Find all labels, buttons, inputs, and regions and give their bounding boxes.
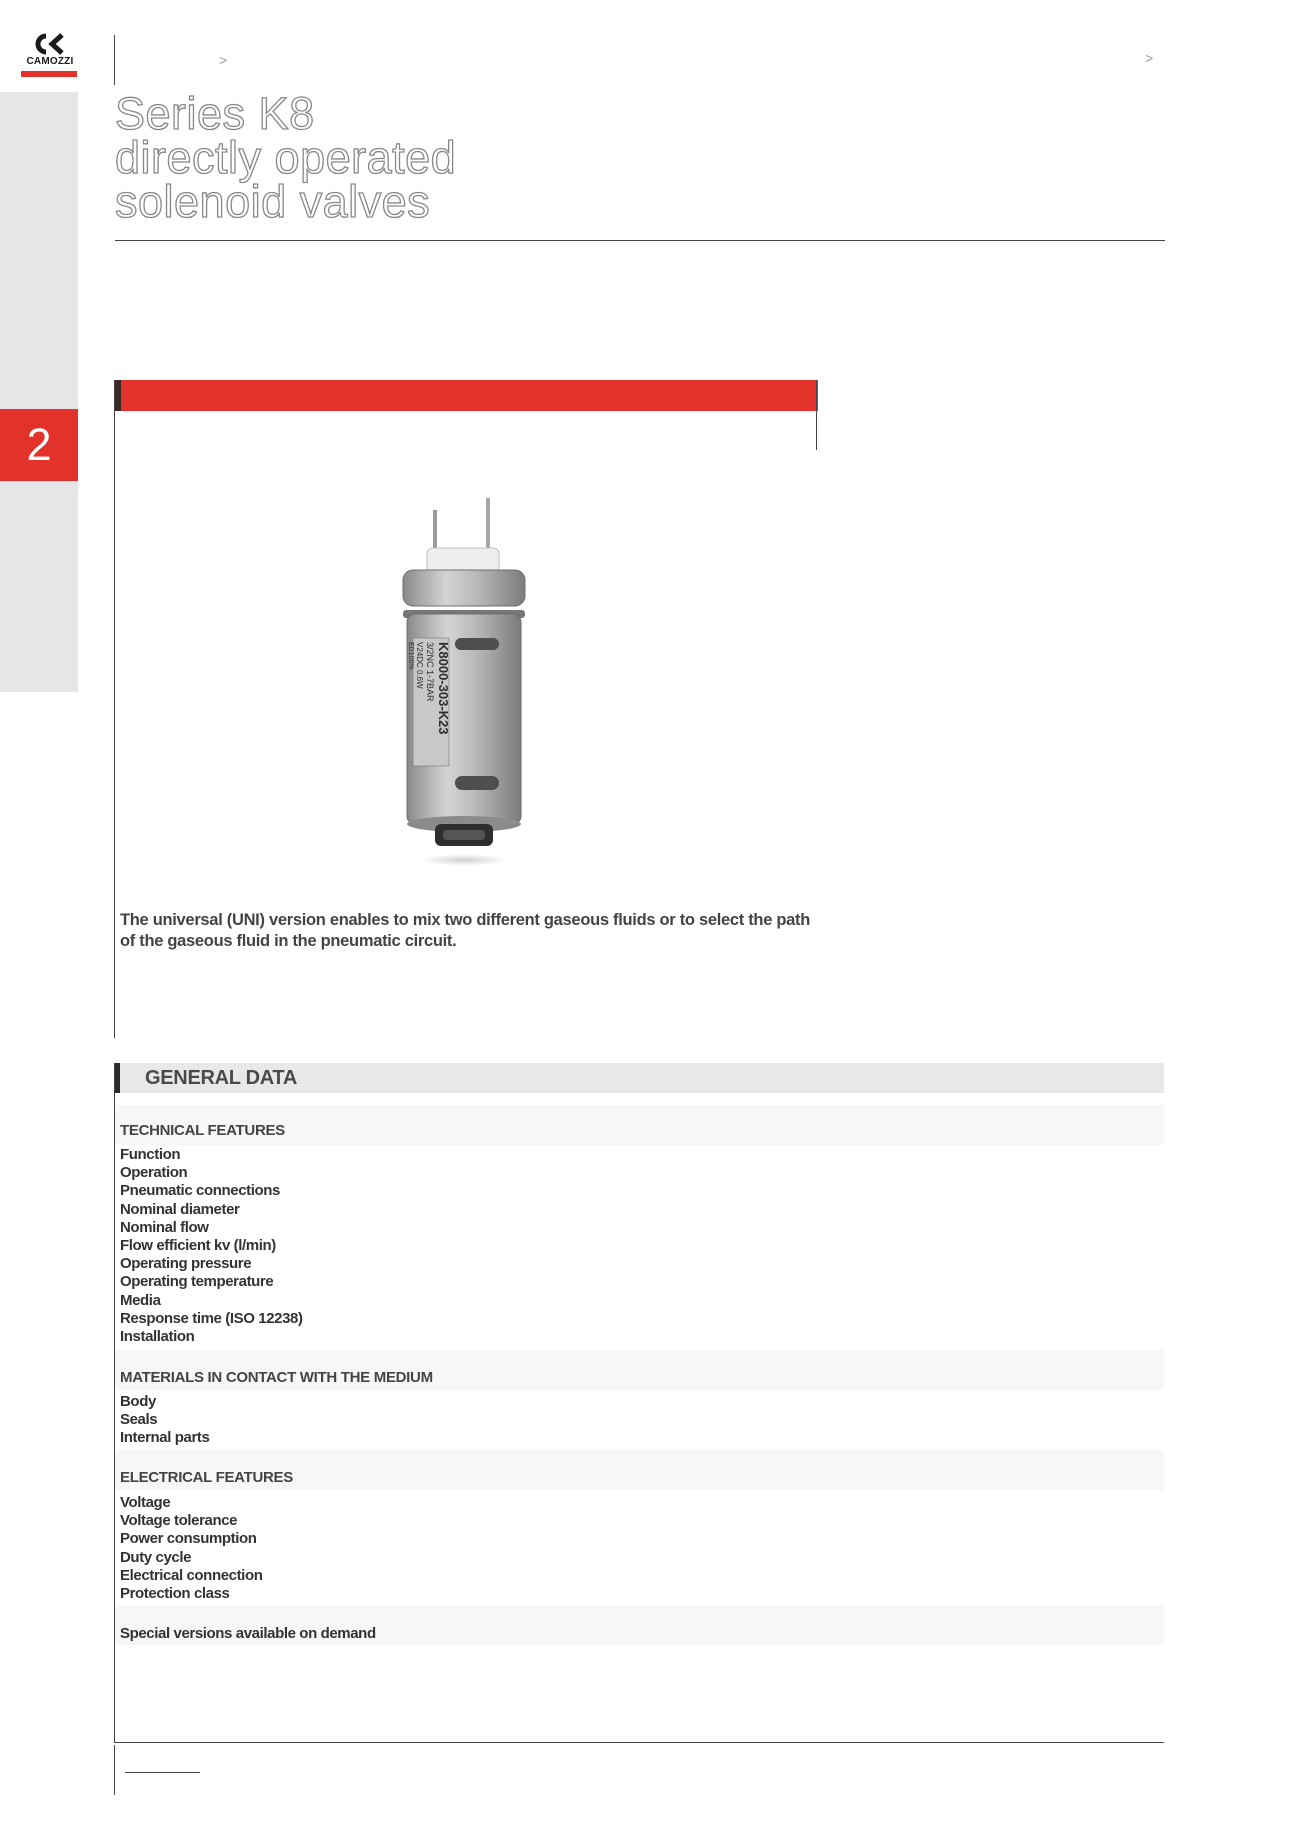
logo-wordmark: CAMOZZI [26,56,74,67]
side-rail [0,92,78,692]
spec-row-flow-efficient: Flow efficient kv (l/min) [120,1237,276,1255]
electrical-list [120,1494,262,1603]
camozzi-logo-mark [32,33,66,55]
data-frame-left [114,1063,115,1743]
general-data-title: GENERAL DATA [145,1067,297,1089]
spec-row-seals: Seals [120,1411,158,1429]
technical-features-list [120,1146,303,1346]
materials-list [120,1393,209,1448]
section-red-band-marker [114,380,121,411]
spec-row-operation: Operation [120,1164,188,1182]
title-line-1: Series K8 [115,88,315,139]
section-red-band [114,380,818,411]
camozzi-logo[interactable] [20,33,80,77]
title-line-3: solenoid valves [115,176,431,227]
spec-row-power-consumption: Power consumption [120,1530,257,1548]
spec-row-nominal-diameter: Nominal diameter [120,1200,240,1218]
logo-red-bar [21,71,77,77]
spec-row-operating-temperature: Operating temperature [120,1273,274,1291]
chapter-tab[interactable]: 2 [0,409,78,481]
header-divider [114,35,115,85]
band-frame-right [816,380,817,450]
special-versions-note: Special versions available on demand [120,1625,376,1642]
data-frame-bottom [115,1742,1164,1743]
valve-label-code: K8000-303-K23 [436,642,451,735]
spec-row-installation: Installation [120,1328,195,1346]
spec-row-media: Media [120,1291,161,1309]
breadcrumb-arrow-right[interactable]: > [1145,50,1154,66]
title-line-2: directly operated [115,132,457,183]
spec-row-operating-pressure: Operating pressure [120,1255,252,1273]
spec-row-electrical-connection: Electrical connection [120,1566,263,1584]
page-title [115,88,457,227]
spec-row-body: Body [120,1393,156,1410]
content-frame-left [114,380,115,1038]
solenoid-valve-image [395,498,533,870]
intro-text: The universal (UNI) version enables to mix two different gaseous fluids or to select the path of the gaseous fluid in the pneumatic circuit. [120,911,810,950]
valve-label-function: 3/2NC 1-7BAR [425,642,435,702]
spec-row-nominal-flow: Nominal flow [120,1218,209,1236]
spec-row-pneumatic-connections: Pneumatic connections [120,1182,280,1200]
spec-row-response-time: Response time (ISO 12238) [120,1309,303,1327]
materials-title: MATERIALS IN CONTACT WITH THE MEDIUM [120,1369,433,1386]
spec-row-voltage: Voltage [120,1494,171,1511]
spec-row-protection-class: Protection class [120,1585,230,1603]
spec-row-voltage-tolerance: Voltage tolerance [120,1512,238,1530]
spec-row-internal-parts: Internal parts [120,1429,210,1447]
title-rule [115,240,1165,241]
breadcrumb-arrow-left[interactable]: > [219,52,228,68]
footer-rule [125,1772,200,1773]
valve-label-voltage: V24DC 0.6W [415,642,424,689]
spec-row-function: Function [120,1146,181,1163]
electrical-title: ELECTRICAL FEATURES [120,1469,293,1486]
spec-row-duty-cycle: Duty cycle [120,1548,192,1566]
valve-label-duty: ED100% [407,642,414,670]
technical-features-title: TECHNICAL FEATURES [120,1122,285,1139]
footer-divider [114,1745,115,1795]
